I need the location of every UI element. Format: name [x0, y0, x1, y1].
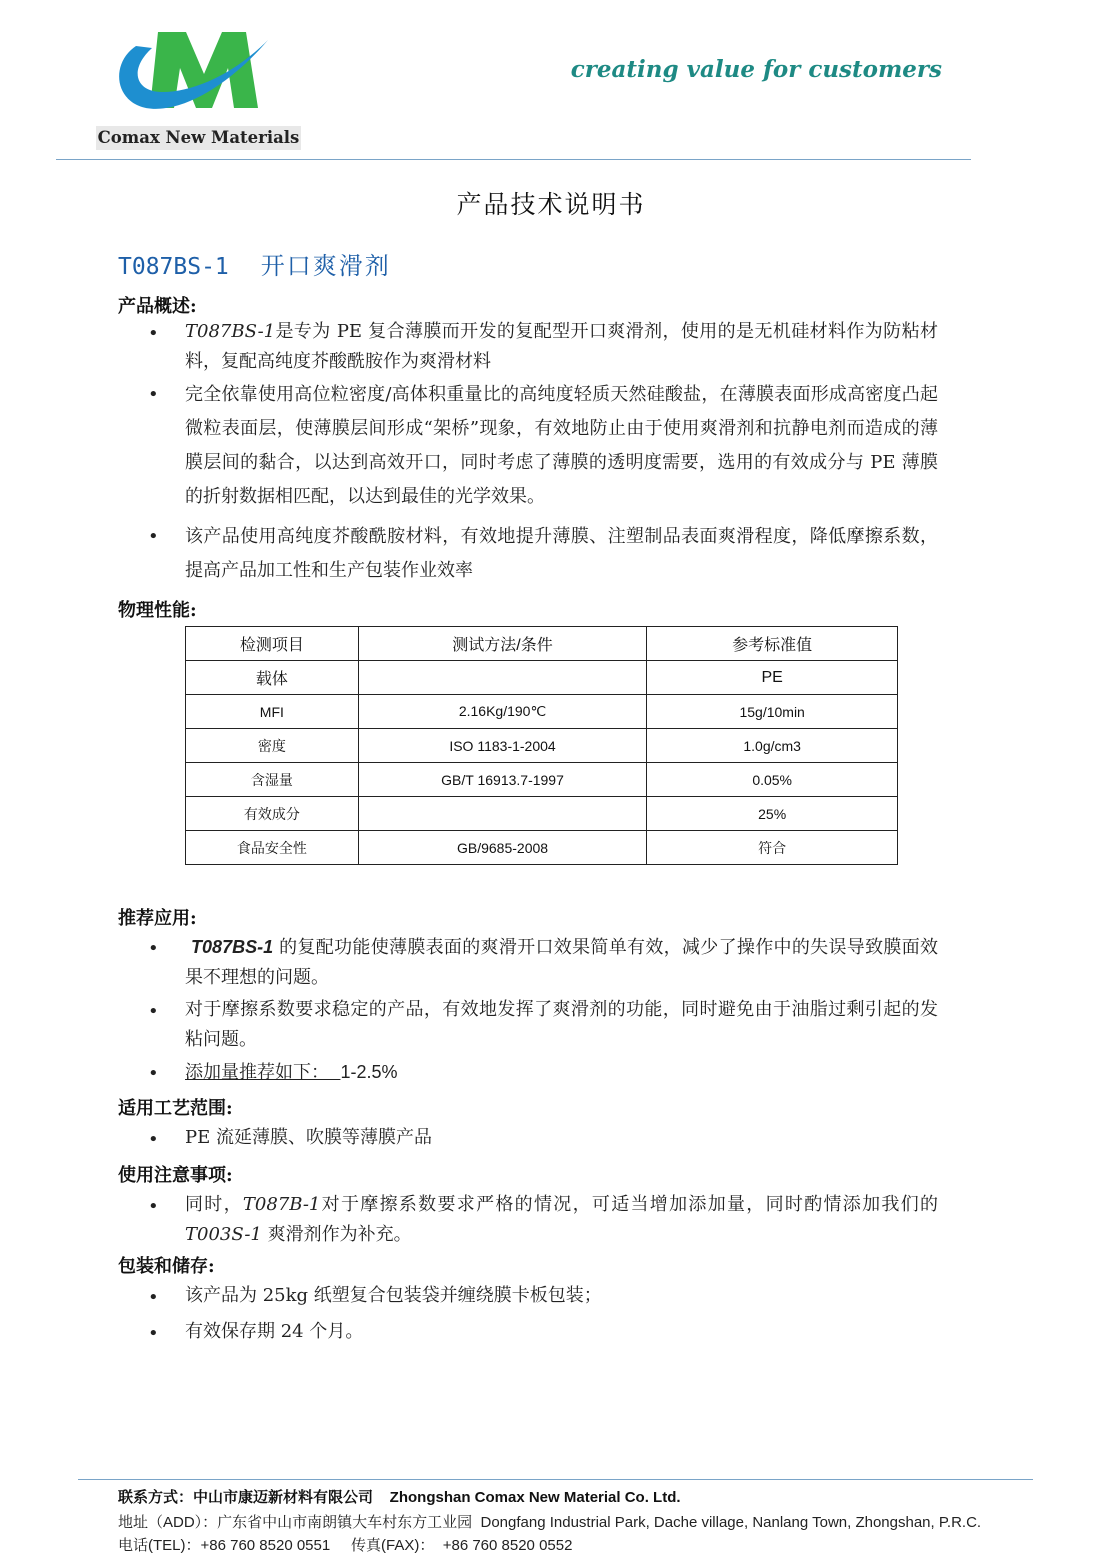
list-item: • 完全依靠使用高位粒密度/高体积重量比的高纯度轻质天然硅酸盐，在薄膜表面形成高密度凸起微粒表面层，使薄膜层间形成“架桥”现象，有效地防止由于使用爽滑剂和抗静电剂而造成的薄膜层间的黏合，以达到高效开口，同时考虑了薄膜的透明度需要，选用的有效成分与 PE 薄膜的折射数据相匹配，以达到最佳的光学效果。: [148, 378, 938, 514]
product-name: 开口爽滑剂: [260, 252, 391, 280]
physical-heading: 物理性能:: [118, 600, 197, 621]
table-cell: 1.0g/cm3: [647, 729, 898, 763]
bullet-icon: •: [148, 1323, 159, 1344]
list-item: • T087BS-1 的复配功能使薄膜表面的爽滑开口效果简单有效，减少了操作中的失误导致膜面效果不理想的问题。: [148, 932, 938, 993]
table-cell: 符合: [647, 831, 898, 865]
list-item: • PE 流延薄膜、吹膜等薄膜产品: [148, 1123, 938, 1153]
table-header-cell: 测试方法/条件: [358, 627, 647, 661]
bullet-icon: •: [148, 1063, 159, 1084]
footer-contact: 联系方式：中山市康迈新材料有限公司 Zhongshan Comax New Material Co. Ltd.: [118, 1489, 681, 1506]
overview-heading: 产品概述:: [118, 296, 197, 317]
bullet-icon: •: [148, 526, 159, 547]
table-cell: 食品安全性: [186, 831, 359, 865]
product-code-ref: T087BS-1: [191, 937, 274, 957]
table-cell: [358, 797, 647, 831]
header-divider: [56, 159, 971, 160]
notes-heading: 使用注意事项:: [118, 1165, 233, 1186]
footer-divider: [78, 1479, 1033, 1480]
list-item: • T087BS-1是专为 PE 复合薄膜而开发的复配型开口爽滑剂，使用的是无机硅材料作为防粘材料，复配高纯度芥酸酰胺作为爽滑材料: [148, 317, 938, 377]
list-item: • 对于摩擦系数要求稳定的产品，有效地发挥了爽滑剂的功能，同时避免由于油脂过剩引起的发粘问题。: [148, 995, 938, 1055]
bullet-icon: •: [148, 1287, 159, 1308]
table-row: [186, 729, 898, 763]
table-cell: 密度: [186, 729, 359, 763]
bullet-icon: •: [148, 938, 159, 959]
table-cell: 25%: [647, 797, 898, 831]
product-code-ref: T003S-1: [185, 1224, 262, 1245]
process-heading: 适用工艺范围:: [118, 1098, 233, 1119]
footer-address: 地址（ADD）：广东省中山市南朗镇大车村东方工业园 Dongfang Industrial Park, Dache village, Nanlang Town, Zhongshan, P.R.C.: [118, 1514, 982, 1531]
table-row: [186, 763, 898, 797]
bullet-icon: •: [148, 384, 159, 405]
table-cell: 有效成分: [186, 797, 359, 831]
product-title: [118, 246, 391, 281]
properties-table: [185, 626, 898, 865]
list-item: • 该产品为 25kg 纸塑复合包装袋并缠绕膜卡板包装；: [148, 1281, 938, 1311]
table-cell: MFI: [186, 695, 359, 729]
table-header-cell: 参考标准值: [647, 627, 898, 661]
table-cell: PE: [647, 661, 898, 695]
tagline: creating value for customers: [570, 56, 942, 83]
table-cell: GB/9685-2008: [358, 831, 647, 865]
list-item: • 有效保存期 24 个月。: [148, 1317, 938, 1347]
table-cell: 2.16Kg/190℃: [358, 695, 647, 729]
table-cell: ISO 1183-1-2004: [358, 729, 647, 763]
list-item: • 该产品使用高纯度芥酸酰胺材料，有效地提升薄膜、注塑制品表面爽滑程度，降低摩擦系数，提高产品加工性和生产包装作业效率: [148, 520, 938, 588]
table-cell: 含湿量: [186, 763, 359, 797]
application-heading: 推荐应用:: [118, 908, 197, 929]
table-header-row: [186, 627, 898, 661]
dosage-value: 1-2.5%: [340, 1062, 398, 1082]
bullet-icon: •: [148, 1129, 159, 1150]
table-cell: GB/T 16913.7-1997: [358, 763, 647, 797]
table-row: [186, 661, 898, 695]
table-row: [186, 831, 898, 865]
table-cell: 载体: [186, 661, 359, 695]
table-row: [186, 797, 898, 831]
table-row: [186, 695, 898, 729]
logo-mark-icon: [96, 26, 302, 126]
bullet-icon: •: [148, 323, 159, 344]
list-item: • 同时，T087B-1对于摩擦系数要求严格的情况，可适当增加添加量，同时酌情添加我们的T003S-1 爽滑剂作为补充。: [148, 1190, 938, 1250]
table-header-cell: 检测项目: [186, 627, 359, 661]
footer-phone-fax: 电话(TEL)：+86 760 8520 0551 传真(FAX)： +86 760 8520 0552: [118, 1537, 573, 1554]
table-cell: [358, 661, 647, 695]
packaging-heading: 包装和储存:: [118, 1256, 215, 1277]
product-code-ref: T087BS-1: [185, 321, 276, 342]
dosage-label: 添加量推荐如下：: [185, 1062, 329, 1083]
table-cell: 15g/10min: [647, 695, 898, 729]
bullet-icon: •: [148, 1001, 159, 1022]
list-item: [148, 1057, 938, 1088]
product-code: T087BS-1: [118, 254, 229, 280]
company-logo-text: Comax New Materials: [96, 126, 301, 150]
product-code-ref: T087B-1: [242, 1194, 321, 1215]
document-title: 产品技术说明书: [456, 190, 646, 219]
table-cell: 0.05%: [647, 763, 898, 797]
bullet-icon: •: [148, 1196, 159, 1217]
